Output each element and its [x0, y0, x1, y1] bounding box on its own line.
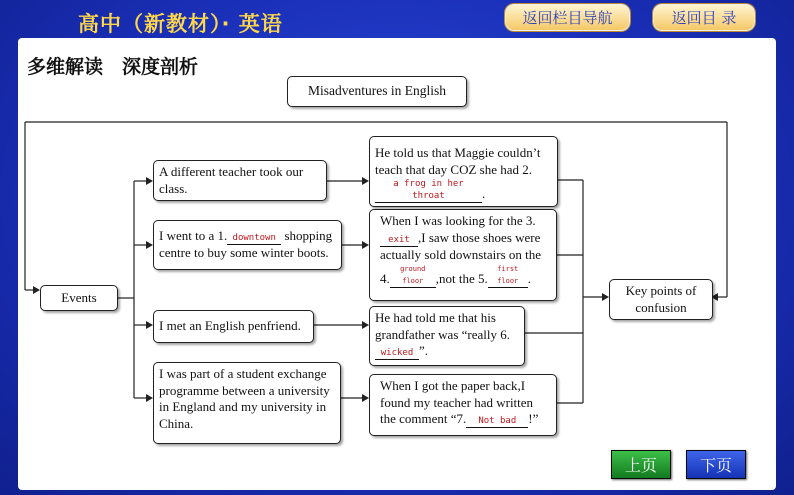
key-points-node: Key points of confusion — [609, 279, 713, 320]
root-node: Misadventures in English — [287, 76, 467, 107]
event-node-1: A different teacher took our class. — [153, 160, 327, 201]
next-page-button[interactable]: 下页 — [686, 450, 746, 479]
answer-5: first floor — [488, 263, 528, 288]
events-node: Events — [40, 285, 118, 311]
prev-page-button[interactable]: 上页 — [611, 450, 671, 479]
answer-7: Not bad — [466, 415, 528, 428]
answer-6: wicked — [375, 347, 419, 360]
event-node-4: I was part of a student exchange programme between a university in England and my university in China. — [153, 362, 341, 444]
answer-1: downtown — [227, 232, 281, 245]
event-node-2: I went to a 1. downtown shopping centre to buy some winter boots. — [153, 220, 342, 270]
back-to-toc-button[interactable]: 返回目 录 — [653, 4, 755, 31]
answer-2: a frog in her throat — [375, 178, 482, 203]
event-node-3: I met an English penfriend. — [153, 310, 314, 343]
detail-node-4: When I got the paper back,I found my teacher had written the comment “7. Not bad !” — [369, 374, 557, 436]
detail-node-1: He told us that Maggie couldn’t teach that day COZ she had 2.a frog in her throat . — [369, 136, 558, 207]
answer-3: exit — [380, 234, 418, 247]
answer-4: ground floor — [390, 263, 436, 288]
detail-node-3: He had told me that his grandfather was “really 6.wicked ”. — [369, 306, 525, 366]
section-title: 多维解读 深度剖析 — [27, 56, 199, 78]
detail-node-2: When I was looking for the 3.exit ,I saw those shoes were actually sold downstairs on the 4.ground floor ,not the 5.first floor . — [369, 209, 557, 301]
course-title: 高中（新教材）· 英语 — [78, 12, 283, 36]
back-to-column-nav-button[interactable]: 返回栏目导航 — [505, 4, 630, 31]
